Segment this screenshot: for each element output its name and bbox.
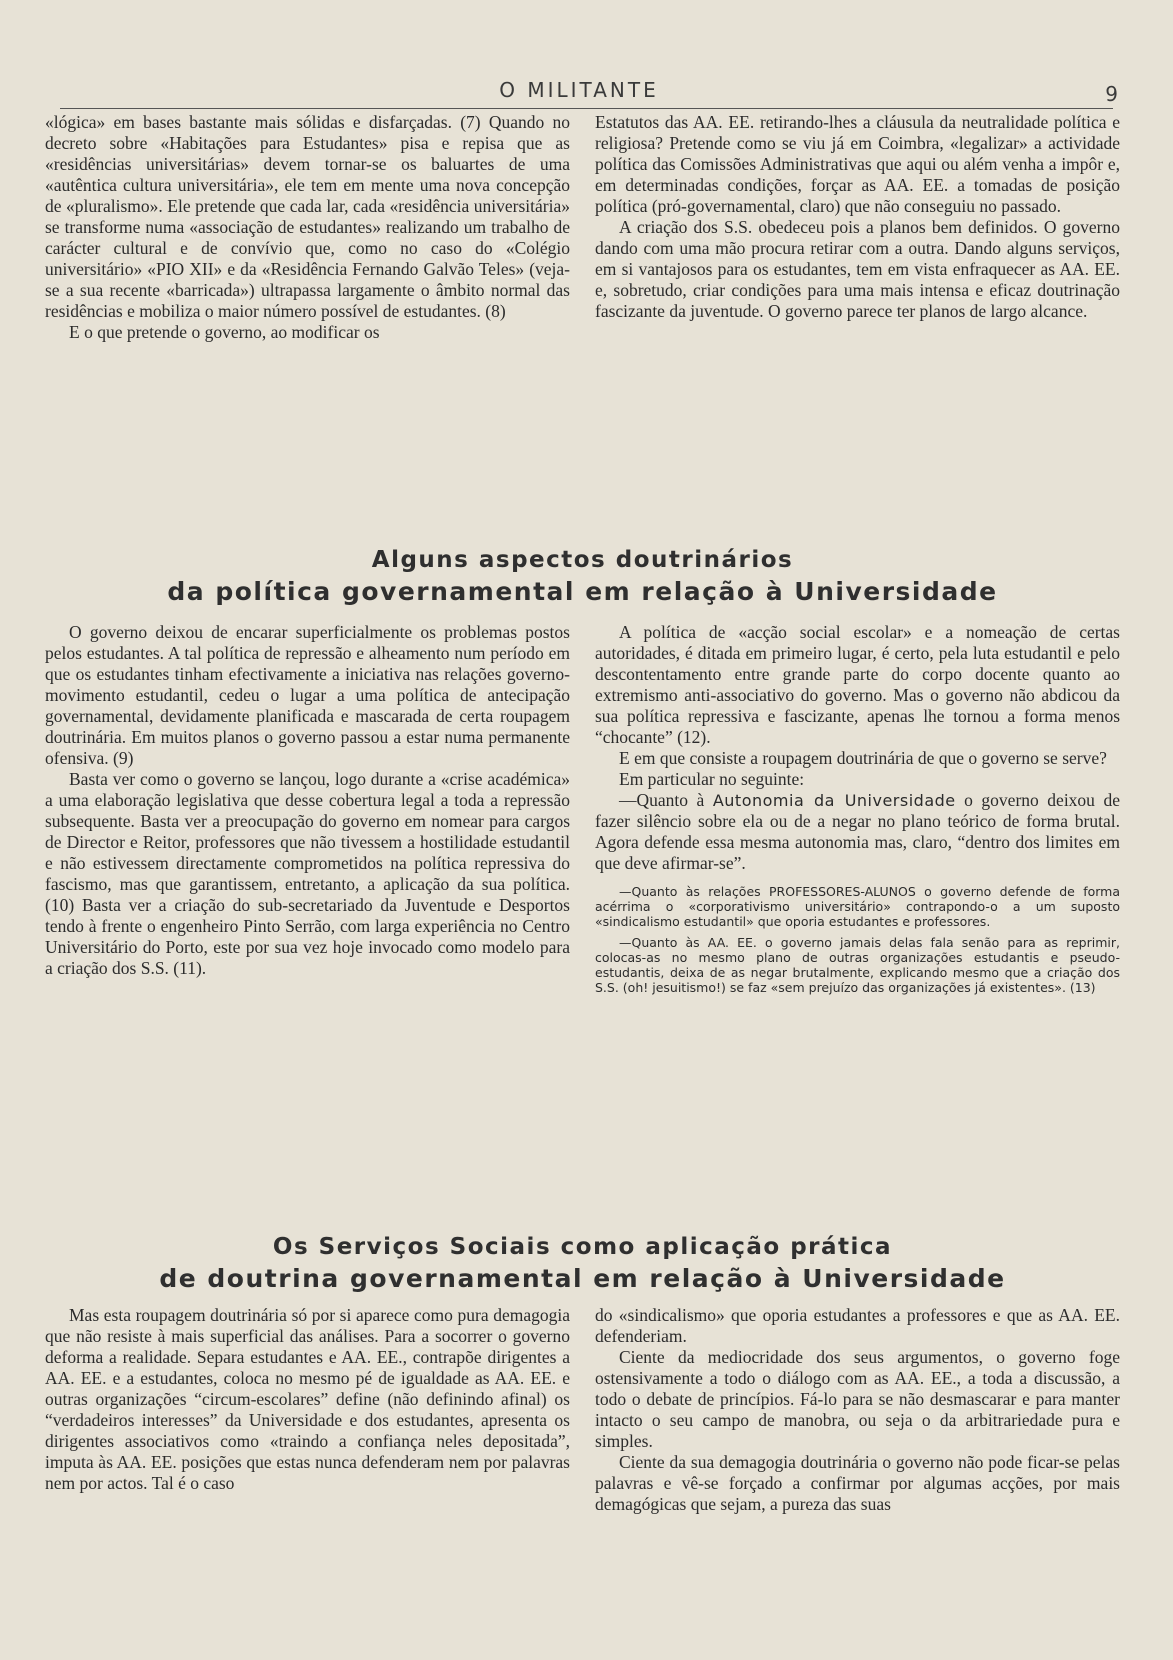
autonomy-paragraph bbox=[595, 790, 1120, 874]
section-1-left-column bbox=[45, 622, 570, 995]
masthead: O MILITANTE bbox=[499, 78, 659, 102]
small-note: —Quanto às AA. EE. o governo jamais delas fala senão para as reprimir, colocas-as no mesmo plano de outras organizações estudantis e pseudo-estudantis, deixa de as negar brutalmente, explicando mesmo que a criação dos S.S. (oh! jesuitismo!) se faz «sem prejuízo das organizações já existentes». (13) bbox=[595, 935, 1120, 995]
section-heading-line: Alguns aspectos doutrinários bbox=[371, 547, 794, 573]
top-block bbox=[45, 112, 1120, 343]
text: o governo deixou de fazer silêncio sobre ela ou de a negar no plano teórico de forma brutal. Agora defende essa mesma autonomia mas, claro, “dentro dos limites em que deve afirmar-se”. bbox=[595, 790, 1120, 873]
paragraph: Ciente da sua demagogia doutrinária o governo não pode ficar-se pelas palavras e vê-se forçado a confirmar por algumas acções, por mais demagógicas que sejam, a pureza das suas bbox=[595, 1452, 1120, 1514]
page-number: 9 bbox=[1105, 82, 1118, 106]
section-heading bbox=[45, 545, 1120, 609]
paragraph: Em particular no seguinte: bbox=[619, 769, 805, 789]
paragraph: do «sindicalismo» que oporia estudantes a professores e que as AA. EE. defenderiam. bbox=[595, 1305, 1120, 1346]
paragraph: E em que consiste a roupagem doutrinária de que o governo se serve? bbox=[619, 748, 1107, 768]
paragraph: Mas esta roupagem doutrinária só por si aparece como pura demagogia que não resiste à mais superficial das análises. Para a socorrer o governo deforma a realidade. Separa estudantes e AA. EE., contrapõe dirigentes a AA. EE. e a estudantes, coloca no mesmo pé de igualdade as AA. EE. e outras organizações “circum-escolares” define (não definindo afinal) os “verdadeiros interesses” da Universidade e dos estudantes, apresenta os dirigentes associativos como «traindo a confiança neles depositada”, imputa às AA. EE. posições que estas nunca defenderam nem por palavras nem por actos. Tal é o caso bbox=[45, 1305, 570, 1493]
section-1-body bbox=[45, 622, 1120, 995]
paragraph: Ciente da mediocridade dos seus argumentos, o governo foge ostensivamente a todo o diálogo com as AA. EE., a toda a discussão, a todo o debate de princípios. Fá-lo para se não desmascarar e para manter intacto o seu campo de manobra, ou seja o da arbitrariedade pura e simples. bbox=[595, 1347, 1120, 1451]
paragraph: E o que pretende o governo, ao modificar os bbox=[69, 322, 380, 342]
section-heading bbox=[45, 1232, 1120, 1296]
top-left-column bbox=[45, 112, 570, 343]
top-right-column bbox=[595, 112, 1120, 343]
emphasis-text: Autonomia da Universidade bbox=[712, 791, 956, 810]
paragraph: A política de «acção social escolar» e a nomeação de certas autoridades, é ditada em primeiro lugar, é certo, pela luta estudantil e pelo descontentamento entre grande parte do corpo docente quanto ao extremismo anti-associativo do governo. Mas o governo não abdicou da sua política repressiva e fascizante, apenas lhe tornou a forma menos “chocante” (12). bbox=[595, 622, 1120, 747]
section-heading-line: Os Serviços Sociais como aplicação prática bbox=[272, 1234, 893, 1260]
paragraph: Estatutos das AA. EE. retirando-lhes a cláusula da neutralidade política e religiosa? Pretende como se viu já em Coimbra, «legalizar» a actividade política das Comissões Administrativas que aqui ou além venha a impôr e, em determinadas condições, forçar as AA. EE. a tomadas de posição política (pró-governamental, claro) que não conseguiu no passado. bbox=[595, 112, 1120, 216]
section-heading-line: de doutrina governamental em relação à Universidade bbox=[159, 1264, 1006, 1293]
paragraph: O governo deixou de encarar superficialmente os problemas postos pelos estudantes. A tal política de repressão e alheamento num período em que os estudantes tinham efectivamente a iniciativa nas relações governo-movimento estudantil, cedeu o lugar a uma política de antecipação governamental, devidamente planificada e mascarada de certa roupagem doutrinária. Em muitos planos o governo passou a estar numa permanente ofensiva. (9) bbox=[45, 622, 570, 768]
running-head bbox=[40, 78, 1118, 112]
text: —Quanto à bbox=[619, 790, 713, 810]
paragraph: A criação dos S.S. obedeceu pois a planos bem definidos. O governo dando com uma mão procura retirar com a outra. Dando alguns serviços, em si vantajosos para os estudantes, tem em vista enfraquecer as AA. EE. e, sobretudo, criar condições para uma mais intensa e eficaz doutrinação fascizante da juventude. O governo parece ter planos de largo alcance. bbox=[595, 217, 1120, 321]
section-2-right-column bbox=[595, 1305, 1120, 1515]
section-2-left-column bbox=[45, 1305, 570, 1515]
section-1-right-column bbox=[595, 622, 1120, 995]
header-rule bbox=[60, 108, 1113, 109]
small-note: —Quanto às relações PROFESSORES-ALUNOS o governo defende de forma acérrima o «corporativismo universitário» contrapondo-o a um suposto «sindicalismo estudantil» que oporia estudantes e professores. bbox=[595, 884, 1120, 929]
paragraph: Basta ver como o governo se lançou, logo durante a «crise académica» a uma elaboração legislativa que desse cobertura legal a toda a repressão subsequente. Basta ver a preocupação do governo em nomear para cargos de Director e Reitor, professores que não tivessem a hostilidade estudantil e não estivessem directamente comprometidos na política repressiva do fascismo, mas que garantissem, entretanto, a aplicação da sua política. (10) Basta ver a criação do sub-secretariado da Juventude e Desportos tendo à frente o engenheiro Pinto Serrão, com larga experiência no Centro Universitário do Porto, este por sua vez hoje invocado como modelo para a criação dos S.S. (11). bbox=[45, 769, 570, 978]
section-heading-line: da política governamental em relação à Universidade bbox=[167, 577, 998, 606]
paragraph: «lógica» em bases bastante mais sólidas e disfarçadas. (7) Quando no decreto sobre «Habitações para Estudantes» pisa e repisa que as «residências universitárias» devem tornar-se os baluartes de uma «autêntica cultura universitária», ele tem em mente uma nova concepção de «pluralismo». Ele pretende que cada lar, cada «residência universitária» se transforme numa «associação de estudantes» realizando um trabalho de carácter cultural e de convívio que, como no caso do «Colégio universitário» «PIO XII» e da «Residência Fernando Galvão Teles» (veja-se a sua recente «barricada») ultrapassa largamente o âmbito normal das residências e mobiliza o maior número possível de estudantes. (8) bbox=[45, 112, 570, 321]
section-2-body bbox=[45, 1305, 1120, 1515]
